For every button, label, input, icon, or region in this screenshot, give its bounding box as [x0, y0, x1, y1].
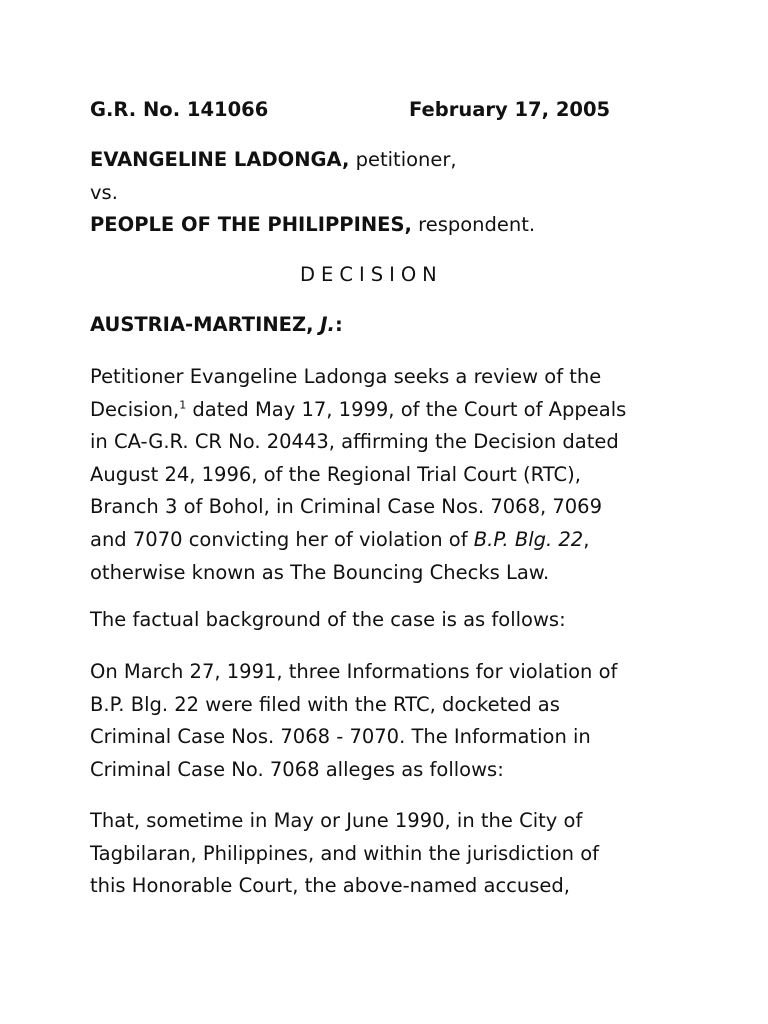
text-segment: and 7070 convicting her of violation of: [90, 527, 474, 551]
paragraph-line: in CA-G.R. CR No. 20443, affirming the Decision dated: [90, 430, 619, 454]
respondent-role: respondent.: [411, 213, 536, 237]
paragraph-line: Petitioner Evangeline Ladonga seeks a review of the: [90, 365, 602, 388]
paragraph-line: That, sometime in May or June 1990, in the City of: [90, 809, 583, 832]
paragraph-line: [90, 394, 626, 427]
footnote-ref[interactable]: 1: [179, 398, 187, 412]
paragraph-line: [90, 524, 626, 557]
text-segment: Decision,: [90, 397, 180, 421]
paragraph-line: Tagbilaran, Philippines, and within the jurisdiction of: [90, 841, 600, 865]
justice-name: AUSTRIA-MARTINEZ,: [90, 313, 321, 336]
paragraph-review: [90, 361, 626, 589]
paragraph-line: Branch 3 of Bohol, in Criminal Case Nos. 7068, 7069: [90, 495, 602, 519]
petitioner-line: [90, 144, 535, 177]
justice-title: J.: [320, 313, 335, 336]
gr-number: G.R. No. 141066: [90, 98, 269, 121]
paragraph-line: B.P. Blg. 22 were filed with the RTC, docketed as: [90, 692, 560, 716]
petitioner-role: petitioner,: [349, 148, 457, 171]
paragraph-background-intro: [90, 604, 566, 637]
paragraph-information-quote: [90, 805, 599, 903]
text-segment: ,: [583, 527, 590, 551]
paragraph-line: The factual background of the case is as follows:: [90, 608, 566, 631]
parties-block: [90, 144, 535, 242]
ponente: [90, 309, 343, 342]
paragraph-line: this Honorable Court, the above-named accused,: [90, 874, 570, 898]
law-citation: B.P. Blg. 22: [473, 527, 584, 551]
petitioner-name: EVANGELINE LADONGA,: [90, 148, 350, 171]
paragraph-line: August 24, 1996, of the Regional Trial Court (RTC),: [90, 462, 581, 486]
justice-colon: :: [334, 313, 343, 336]
respondent-line: [90, 209, 535, 242]
paragraph-line: Criminal Case Nos. 7068 - 7070. The Information in: [90, 725, 591, 749]
decision-date: February 17, 2005: [409, 98, 611, 121]
paragraph-line: Criminal Case No. 7068 alleges as follows:: [90, 757, 504, 781]
paragraph-line: otherwise known as The Bouncing Checks Law.: [90, 560, 550, 584]
paragraph-informations: [90, 656, 617, 786]
paragraph-line: On March 27, 1991, three Informations for violation of: [90, 660, 618, 683]
decision-heading: DECISION: [300, 263, 443, 286]
versus-line: vs.: [90, 180, 118, 204]
respondent-name: PEOPLE OF THE PHILIPPINES,: [90, 213, 412, 237]
text-segment: dated May 17, 1999, of the Court of Appeals: [186, 397, 627, 421]
